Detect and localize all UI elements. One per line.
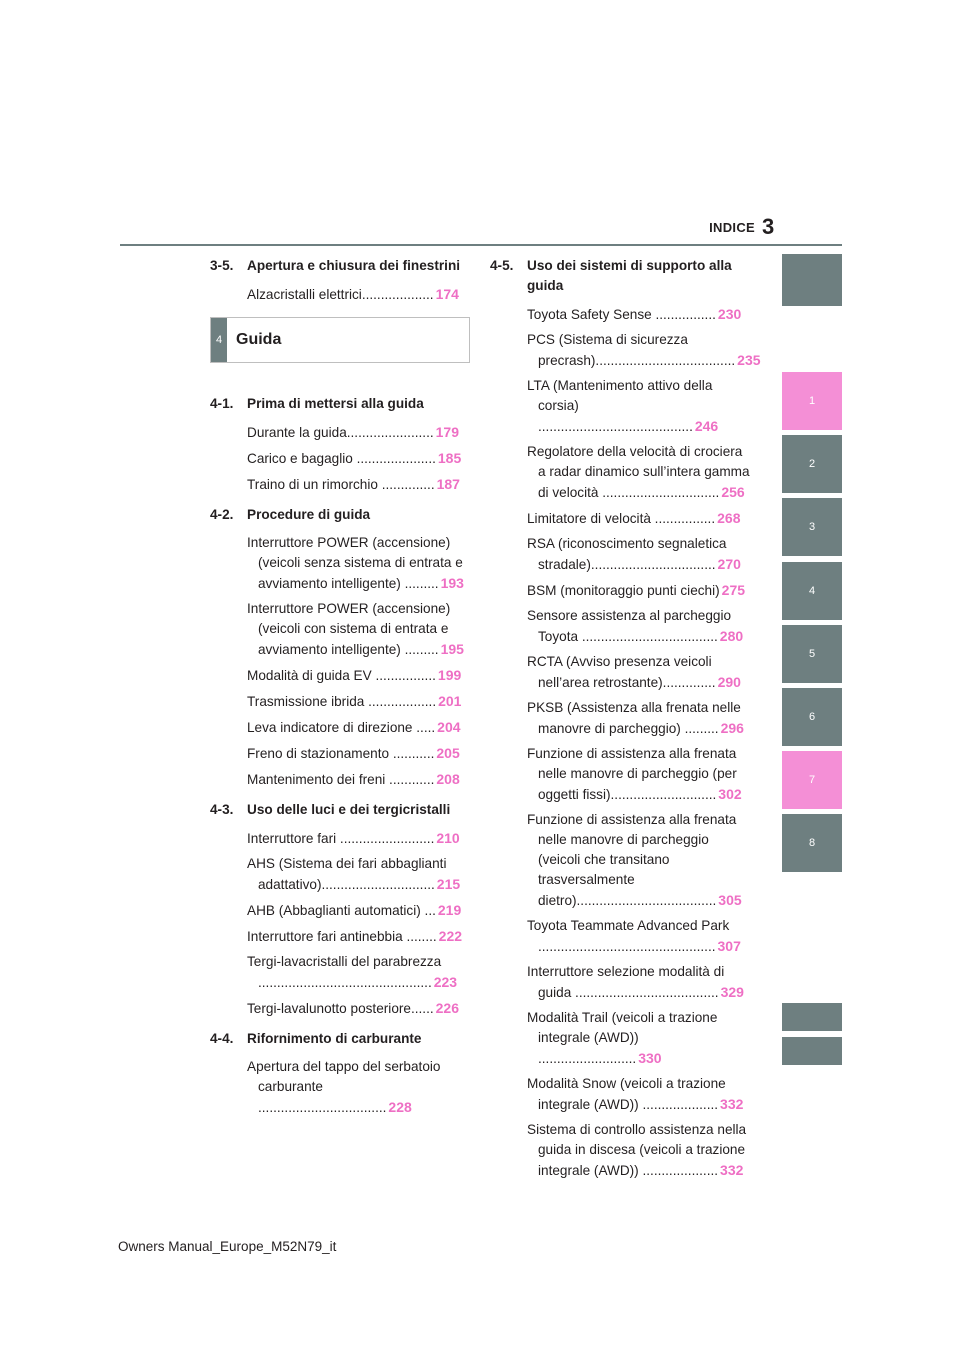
section-number: 4-3. — [210, 802, 234, 817]
toc-entry-body — [247, 900, 470, 921]
section-heading — [210, 800, 470, 820]
toc-entry-text: Tergi-lavalunotto posteriore...... — [247, 1001, 434, 1016]
section-title: Apertura e chiusura dei finestrini — [247, 258, 461, 273]
toc-entry-body — [527, 330, 761, 371]
toc-entry-body — [247, 717, 470, 738]
toc-entry-body — [527, 962, 750, 1003]
toc-entry[interactable] — [247, 448, 470, 469]
toc-entry-text: Toyota Teammate Advanced Park ............................................... — [527, 918, 730, 954]
toc-entry-text: Leva indicatore di direzione ..... — [247, 720, 436, 735]
toc-page-link[interactable]: 332 — [720, 1096, 744, 1112]
toc-entry[interactable] — [527, 810, 750, 911]
toc-entry-body — [527, 1008, 750, 1069]
section-heading — [210, 505, 470, 525]
toc-entry-text: Mantenimento dei freni ............ — [247, 772, 435, 787]
toc-page-link[interactable]: 307 — [717, 938, 741, 954]
toc-entry[interactable] — [527, 330, 761, 371]
toc-right-column — [490, 256, 761, 1191]
toc-entry-text: BSM (monitoraggio punti ciechi) — [527, 583, 720, 598]
toc-entry[interactable] — [247, 828, 470, 849]
toc-page-link[interactable]: 195 — [440, 641, 464, 657]
toc-entry-text: Interruttore fari ......................... — [247, 831, 435, 846]
toc-entry-body — [247, 998, 470, 1019]
toc-page-link[interactable]: 305 — [718, 892, 742, 908]
header-title: INDICE — [709, 220, 755, 235]
chapter-number: 4 — [211, 318, 227, 362]
toc-entry-text: Toyota Safety Sense ................ — [527, 307, 716, 322]
toc-page-link[interactable]: 228 — [388, 1099, 412, 1115]
toc-entry-body — [527, 744, 750, 805]
toc-page-link[interactable]: 193 — [440, 575, 464, 591]
toc-page-link[interactable]: 210 — [436, 830, 460, 846]
toc-entry-text: Regolatore della velocità di crociera a radar dinamico sull’intera gamma di velocità ............................... — [527, 444, 750, 500]
toc-entry[interactable] — [527, 1008, 750, 1069]
toc-page-link[interactable]: 280 — [719, 628, 744, 644]
toc-entry-body — [527, 534, 750, 575]
toc-entry[interactable] — [527, 442, 750, 503]
toc-entry-body — [247, 1057, 470, 1118]
toc-page-link[interactable]: 330 — [638, 1050, 662, 1066]
chapter-tab[interactable] — [782, 1037, 842, 1065]
toc-page-link[interactable]: 179 — [435, 424, 459, 440]
toc-entry[interactable] — [247, 952, 470, 993]
footer-text: Owners Manual_Europe_M52N79_it — [118, 1239, 337, 1254]
toc-page-link[interactable]: 226 — [435, 1000, 459, 1016]
toc-entry-body — [247, 284, 470, 305]
toc-page-link[interactable]: 246 — [694, 418, 719, 434]
toc-entry-text: Carico e bagaglio ..................... — [247, 451, 436, 466]
toc-entry-body — [247, 691, 470, 712]
toc-entry-text: Funzione di assistenza alla frenata nelle manovre di parcheggio (veicoli che transitano trasversalmente dietro)..................................... — [527, 812, 737, 908]
toc-entry-body — [527, 442, 750, 503]
toc-entry-body — [247, 952, 470, 993]
chapter-tab[interactable] — [782, 1003, 842, 1031]
toc-entry-text: Interruttore fari antinebbia ........ — [247, 929, 437, 944]
toc-page-link[interactable]: 275 — [721, 582, 746, 598]
toc-entry[interactable] — [527, 1120, 750, 1181]
toc-page-link[interactable]: 222 — [438, 928, 463, 944]
toc-entry[interactable] — [247, 665, 470, 686]
toc-entry[interactable] — [527, 376, 750, 437]
toc-entry-text: PCS (Sistema di sicurezza precrash)..................................... — [527, 332, 736, 368]
toc-entry-body — [527, 376, 750, 437]
chapter-tab-6[interactable]: 6 — [782, 688, 842, 746]
toc-entry[interactable] — [527, 652, 750, 693]
toc-page-link[interactable]: 329 — [720, 984, 744, 1000]
toc-entry-text: Modalità di guida EV ................ — [247, 668, 436, 683]
toc-entry-text: Modalità Trail (veicoli a trazione integrale (AWD)) .......................... — [527, 1010, 718, 1066]
header-rule — [120, 244, 842, 246]
toc-entry[interactable] — [527, 698, 750, 739]
toc-page-link[interactable]: 230 — [717, 306, 742, 322]
toc-entry-text: Apertura del tappo del serbatoio carburante .................................. — [247, 1059, 441, 1115]
toc-entry-body — [527, 1074, 750, 1115]
toc-page-link[interactable]: 235 — [737, 352, 761, 368]
section-number: 3-5. — [210, 258, 234, 273]
section-title: Prima di mettersi alla guida — [247, 396, 424, 411]
toc-entry-text: Interruttore POWER (accensione) (veicoli con sistema di entrata e avviamento intelligente) ......... — [247, 601, 451, 657]
toc-entry[interactable] — [527, 744, 750, 805]
chapter-title: Guida — [236, 331, 282, 348]
toc-entry[interactable] — [527, 962, 750, 1003]
section-title: Rifornimento di carburante — [247, 1031, 422, 1046]
toc-page-link[interactable]: 302 — [718, 786, 742, 802]
toc-page-link[interactable]: 256 — [721, 484, 745, 500]
toc-entry[interactable] — [247, 533, 470, 594]
toc-entry[interactable] — [247, 474, 470, 495]
toc-entry-body — [247, 743, 470, 764]
toc-entry-text: Trasmissione ibrida .................. — [247, 694, 437, 709]
toc-entry-text: Durante la guida....................... — [247, 425, 434, 440]
toc-entry-text: Tergi-lavacristalli del parabrezza .............................................. — [247, 954, 442, 990]
toc-page-link[interactable]: 296 — [720, 720, 744, 736]
toc-entry-body — [247, 422, 470, 443]
toc-page-link[interactable]: 223 — [433, 974, 458, 990]
toc-entry-body — [527, 1120, 750, 1181]
toc-page-link[interactable]: 219 — [437, 902, 462, 918]
toc-entry-text: Alzacristalli elettrici................... — [247, 287, 434, 302]
section-heading — [210, 394, 470, 414]
section-title: Uso delle luci e dei tergicristalli — [247, 802, 451, 817]
toc-entry[interactable] — [247, 284, 470, 305]
chapter-tab-8[interactable]: 8 — [782, 814, 842, 872]
toc-entry-text: Sensore assistenza al parcheggio Toyota .................................... — [527, 608, 732, 644]
toc-page-link[interactable]: 187 — [436, 476, 460, 492]
section-title: Uso dei sistemi di supporto alla guida — [527, 258, 732, 293]
section-title: Procedure di guida — [247, 507, 371, 522]
toc-entry[interactable] — [247, 769, 470, 790]
toc-entry-body — [247, 769, 470, 790]
toc-entry-text: Interruttore POWER (accensione) (veicoli senza sistema di entrata e avviamento intelligente) ......... — [247, 535, 463, 591]
section-number: 4-1. — [210, 396, 234, 411]
page-number: 3 — [762, 214, 775, 239]
chapter-tab-1[interactable]: 1 — [782, 372, 842, 430]
section-number: 4-4. — [210, 1031, 234, 1046]
chapter-tab-4[interactable]: 4 — [782, 562, 842, 620]
toc-entry-body — [527, 304, 750, 325]
toc-entry[interactable] — [527, 304, 750, 325]
toc-entry[interactable] — [527, 916, 750, 957]
toc-entry[interactable] — [247, 900, 470, 921]
toc-entry-body — [247, 926, 470, 947]
toc-entry[interactable] — [527, 606, 750, 647]
section-heading — [210, 1029, 470, 1049]
toc-page-link[interactable]: 204 — [437, 719, 461, 735]
toc-entry[interactable] — [247, 691, 470, 712]
toc-entry-text: RCTA (Avviso presenza veicoli nell’area retrostante).............. — [527, 654, 716, 690]
toc-page-link[interactable]: 185 — [437, 450, 462, 466]
toc-page-link[interactable]: 268 — [717, 510, 741, 526]
toc-entry-text: Limitatore di velocità ................ — [527, 511, 716, 526]
toc-entry-text: AHB (Abbaglianti automatici) ... — [247, 903, 436, 918]
toc-entry[interactable] — [247, 926, 470, 947]
toc-entry-text: RSA (riconoscimento segnaletica stradale)................................. — [527, 536, 727, 572]
chapter-tab[interactable] — [782, 254, 842, 306]
toc-entry-text: PKSB (Assistenza alla frenata nelle manovre di parcheggio) ......... — [527, 700, 741, 736]
section-heading — [490, 256, 750, 296]
toc-entry-body — [247, 665, 470, 686]
toc-entry[interactable] — [247, 743, 470, 764]
toc-page-link[interactable]: 201 — [438, 693, 462, 709]
section-number: 4-2. — [210, 507, 234, 522]
chapter-tab-5[interactable]: 5 — [782, 625, 842, 683]
section-heading — [210, 256, 470, 276]
toc-entry[interactable] — [527, 508, 750, 529]
chapter-tab-7[interactable]: 7 — [782, 751, 842, 809]
chapter-tab-2[interactable]: 2 — [782, 435, 842, 493]
toc-entry[interactable] — [247, 717, 470, 738]
toc-entry-text: Traino di un rimorchio .............. — [247, 477, 435, 492]
toc-entry-body — [247, 828, 470, 849]
toc-entry-body — [527, 698, 750, 739]
toc-entry[interactable] — [247, 998, 470, 1019]
toc-entry-text: LTA (Mantenimento attivo della corsia) ......................................... — [527, 378, 713, 434]
toc-left-column — [210, 256, 470, 1128]
toc-entry-body — [527, 916, 750, 957]
toc-entry-body — [527, 652, 750, 693]
section-gap — [210, 1123, 470, 1128]
chapter-heading-box — [210, 317, 470, 363]
toc-entry-text: Freno di stazionamento ........... — [247, 746, 435, 761]
toc-entry-text: Interruttore selezione modalità di guida ...................................... — [527, 964, 725, 1000]
toc-entry[interactable] — [247, 1057, 470, 1118]
toc-page-link[interactable]: 174 — [435, 286, 459, 302]
toc-entry-body — [247, 448, 470, 469]
toc-entry[interactable] — [247, 854, 470, 895]
section-number: 4-5. — [490, 258, 514, 273]
section-gap — [490, 1186, 750, 1191]
toc-entry[interactable] — [527, 580, 750, 601]
toc-page-link[interactable]: 270 — [717, 556, 741, 572]
toc-entry-body — [247, 854, 470, 895]
toc-page-link[interactable]: 290 — [717, 674, 741, 690]
toc-entry-body — [247, 474, 470, 495]
toc-entry[interactable] — [247, 599, 470, 660]
toc-page-link[interactable]: 208 — [436, 771, 460, 787]
toc-entry-body — [527, 810, 750, 911]
toc-page-link[interactable]: 199 — [437, 667, 462, 683]
toc-entry-body — [527, 580, 750, 601]
toc-entry[interactable] — [527, 1074, 750, 1115]
toc-page-link[interactable]: 215 — [436, 876, 461, 892]
toc-entry-text: Funzione di assistenza alla frenata nelle manovre di parcheggio (per oggetti fissi)............................ — [527, 746, 737, 802]
toc-entry-text: Modalità Snow (veicoli a trazione integrale (AWD)) .................... — [527, 1076, 726, 1112]
toc-entry-body — [247, 599, 470, 660]
toc-page-link[interactable]: 205 — [436, 745, 460, 761]
toc-entry-text: Sistema di controllo assistenza nella guida in discesa (veicoli a trazione integrale (AWD)) .................... — [527, 1122, 747, 1178]
toc-entry[interactable] — [247, 422, 470, 443]
toc-entry-body — [247, 533, 470, 594]
toc-page-link[interactable]: 332 — [720, 1162, 744, 1178]
toc-entry-text: AHS (Sistema dei fari abbaglianti adattativo).............................. — [247, 856, 447, 892]
toc-entry-body — [527, 508, 750, 529]
chapter-tab-3[interactable]: 3 — [782, 498, 842, 556]
toc-entry[interactable] — [527, 534, 750, 575]
toc-entry-body — [527, 606, 750, 647]
